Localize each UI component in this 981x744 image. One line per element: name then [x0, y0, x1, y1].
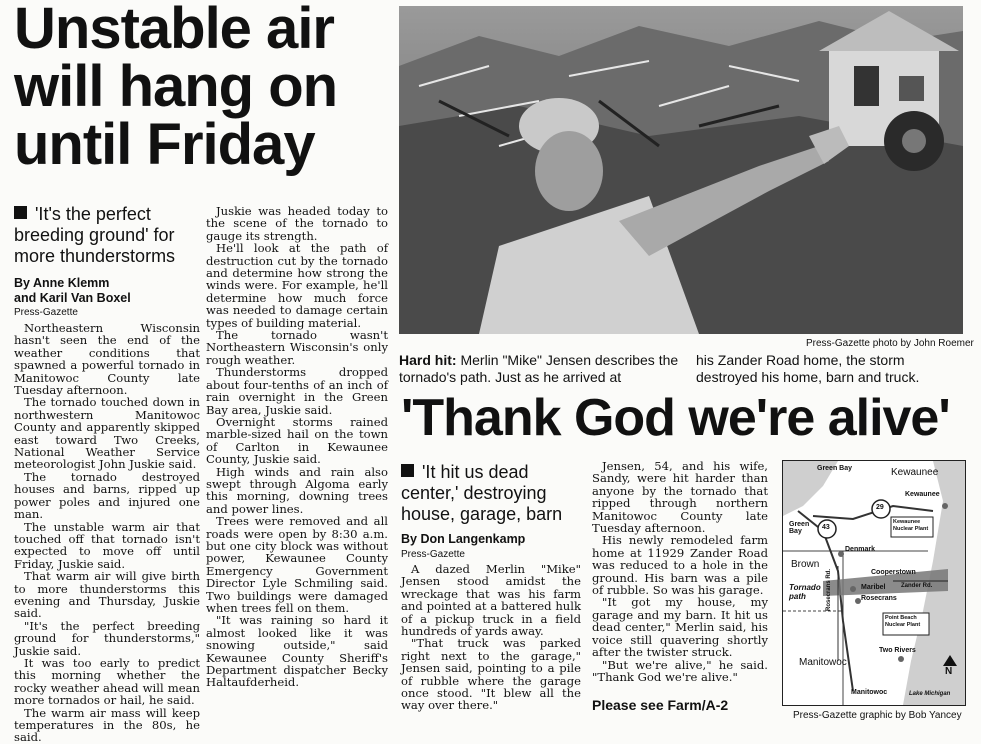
- paragraph: Jensen, 54, and his wife, Sandy, were hit harder than anyone by the tornado that ripped through northern Manitowoc County late Tuesday afternoon.: [592, 459, 768, 536]
- map-label-denmark: Denmark: [845, 546, 875, 553]
- map-label-zander-rd: Zander Rd.: [901, 583, 933, 589]
- left-byline-2: and Karil Van Boxel: [14, 291, 131, 305]
- caption-lead: Hard hit:: [399, 352, 457, 368]
- map-label-rosecrans-rd: Rosecrans Rd.: [826, 568, 832, 611]
- map-label-two-rivers: Two Rivers: [879, 647, 916, 654]
- paragraph: His newly remodeled farm home at 11929 Zander Road was reduced to a hole in the ground. His barn was a pile of rubble. So was his garage.: [592, 533, 768, 598]
- left-headline: [14, 0, 394, 177]
- paragraph: "It was raining so hard it almost looked like it was snowing outside," said Kewaunee County Sheriff's Department dispatcher Becky Haltaufderheid.: [206, 613, 388, 690]
- paragraph: The unstable warm air that touched off that tornado isn't expected to move off until Friday, Juskie said.: [14, 519, 200, 571]
- photo-credit: Press-Gazette photo by John Roemer: [806, 338, 974, 349]
- paragraph: That warm air will give birth to more thunderstorms this evening and Thursday, Juskie said.: [14, 569, 200, 621]
- left-byline: [14, 276, 200, 306]
- left-deck: [14, 204, 200, 267]
- map-label-rosecrans: Rosecrans: [861, 595, 897, 602]
- map-label-manitowoc-county: Manitowoc: [799, 657, 847, 668]
- bullet-square-icon: [401, 464, 414, 477]
- left-headline-line-2: will hang on: [14, 54, 338, 119]
- bullet-square-icon: [14, 206, 27, 219]
- paragraph: "But we're alive," he said. "Thank God we're alive.": [592, 657, 768, 684]
- main-headline: 'Thank God we're alive': [401, 389, 950, 447]
- map-label-maribel: Maribel: [861, 584, 886, 591]
- main-story-column-2: [592, 460, 768, 683]
- tornado-map: [782, 460, 966, 706]
- paragraph: Overnight storms rained marble-sized hail on the town of Carlton in Kewaunee County, Juskie said.: [206, 414, 388, 467]
- paragraph: The warm air mass will keep temperatures in the 80s, he said.: [14, 705, 200, 744]
- map-credit: Press-Gazette graphic by Bob Yancey: [793, 710, 962, 721]
- main-deck: [401, 462, 587, 525]
- tornado-photo: [399, 6, 963, 334]
- paragraph: Thunderstorms dropped about four-tenths of an inch of rain overnight in the Green Bay area, Juskie said.: [206, 365, 388, 417]
- main-story-column-1: [401, 563, 581, 712]
- map-label-tornado-path: Tornado path: [789, 583, 821, 601]
- map-label-green-bay-water: Green Bay: [817, 465, 853, 472]
- paragraph: High winds and rain also swept through Algoma early this morning, downing trees and power lines.: [206, 464, 388, 516]
- left-byline-1: By Anne Klemm: [14, 276, 110, 290]
- map-label-kewaunee-nuclear: Kewaunee Nuclear Plant: [893, 519, 929, 532]
- map-label-brown: Brown: [791, 559, 820, 570]
- left-story-column-1: [14, 322, 200, 744]
- map-label-kewaunee-county: Kewaunee: [891, 467, 939, 478]
- caption-text-left: Merlin "Mike" Jensen describes the tornado's path. Just as he arrived at: [399, 352, 679, 385]
- map-label-highway-29: 29: [876, 504, 884, 511]
- paragraph: A dazed Merlin "Mike" Jensen stood amidst the wreckage that was his farm and pointed at a battered hulk of a pickup truck in a field hundreds of yards away.: [401, 562, 581, 639]
- paragraph: "It got my house, my garage and my barn. It hit us dead center," Merlin said, his voice still quavering shortly after the twister struck.: [592, 595, 768, 660]
- map-label-kewaunee-city: Kewaunee: [905, 491, 940, 498]
- map-label-manitowoc-city: Manitowoc: [851, 689, 888, 696]
- paragraph: Northeastern Wisconsin hasn't seen the end of the weather conditions that spawned a powerful tornado in Manitowoc County late Tuesday afternoon.: [14, 321, 200, 398]
- paragraph: The tornado wasn't Northeastern Wisconsin's only rough weather.: [206, 328, 388, 367]
- left-deck-text: 'It's the perfect breeding ground' for more thunderstorms: [14, 204, 176, 266]
- paragraph: The tornado destroyed houses and barns, ripped up power poles and injured one man.: [14, 469, 200, 522]
- north-arrow-label: N: [945, 666, 953, 677]
- main-deck-text: 'It hit us dead center,' destroying house, garage, barn: [401, 462, 563, 524]
- map-label-point-beach-nuclear: Point Beach Nuclear Plant: [885, 615, 921, 628]
- map-label-green-bay-city: Green Bay: [789, 521, 810, 535]
- paragraph: "That truck was parked right next to the garage," Jensen said, pointing to a pile of rubble where the garage once stood. "It blew all the way over there.": [401, 636, 581, 713]
- map-label-highway-43: 43: [822, 524, 830, 531]
- main-source: Press-Gazette: [401, 549, 465, 560]
- paragraph: Juskie was headed today to the scene of the tornado to gauge its strength.: [206, 204, 388, 243]
- photo-caption-right: his Zander Road home, the storm destroyed his home, barn and truck.: [696, 352, 920, 385]
- paragraph: Trees were removed and all roads were open by 8:30 a.m. but one city block was without power, Kewaunee County Emergency Government Director Lyle Schmiling said. Two buildings were damaged when trees fell on them.: [206, 514, 388, 615]
- left-headline-line-3: until Friday: [14, 112, 315, 177]
- paragraph: The tornado touched down in northwestern Manitowoc County and apparently skipped east toward Two Creeks, National Weather Service meteorologist John Juskie said.: [14, 395, 200, 472]
- paragraph: It was too early to predict this morning whether the rocky weather ahead will mean more tornados or hail, he said.: [14, 655, 200, 708]
- left-headline-line-1: Unstable air: [14, 0, 334, 61]
- main-byline: By Don Langenkamp: [401, 532, 526, 546]
- jump-line: Please see Farm/A-2: [592, 697, 729, 713]
- paragraph: He'll look at the path of destruction cut by the tornado and determine how strong the winds were. For example, he'll determine how much force was needed to damage certain types of building material.: [206, 241, 388, 330]
- paragraph: "It's the perfect breeding ground for thunderstorms," Juskie said.: [14, 618, 200, 658]
- left-source: Press-Gazette: [14, 307, 78, 318]
- photo-illustration: [399, 6, 963, 334]
- map-label-lake-michigan: Lake Michigan: [909, 691, 951, 697]
- photo-caption-left: [399, 352, 681, 386]
- left-story-column-2: [206, 205, 388, 689]
- map-label-cooperstown: Cooperstown: [871, 569, 916, 576]
